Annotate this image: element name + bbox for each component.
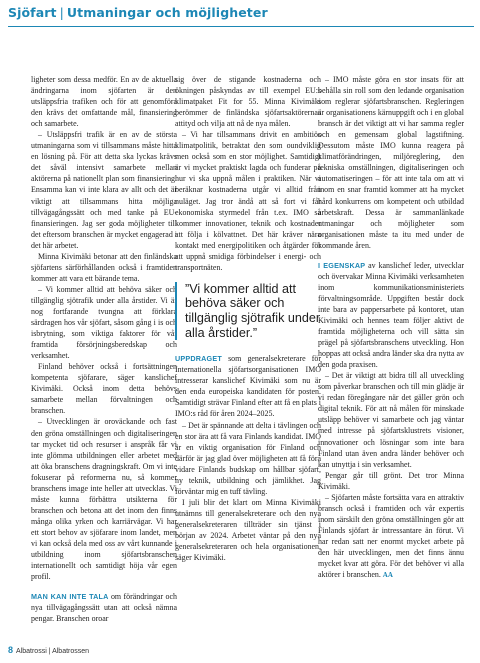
page-title: Utmaningar och möjligheter: [66, 5, 268, 20]
paragraph: – Det är viktigt att bidra till all utveckling som påverkar branschen och till min glädje är vi redan föregångare när det gäller grön och digital teknik. För att nå målen för minskade utsläpp behöver vi samarbete och jag väntar med intresse på sjöfartsklustrets visioner, innovationer och lösningar som inte bara Finland utan även andra länder behöver och kan utnyttja i sin verksamhet.: [318, 371, 464, 469]
publication-name: Albatrossi: [16, 648, 47, 655]
page-footer: 8 Albatrossi | Albatrossen: [8, 645, 90, 655]
page-number: 8: [8, 645, 14, 655]
paragraph: Finland behöver också i fortsättningen kompetenta sjöfarare, säger kanslichef Kivimäki. Också inom detta behövs samarbete mellan förvaltningen och branschen.: [31, 362, 177, 416]
paragraph: [318, 492, 464, 581]
section-paragraph: [175, 353, 321, 419]
paragraph-text: – Sjöfarten måste fortsätta vara en attraktiv bransch också i framtiden och vår expertis inom särskilt den gröna omställningen gör att Finlands sjöfart är intressantare än förut. Vi har redan satt ner enormt mycket arbete på den här utvecklingen, men det finns ännu mycket kvar att göra. För det behöver vi alla aktörer i branschen.: [318, 492, 464, 580]
section-paragraph: [31, 591, 177, 624]
publication-name-sv: Albatrossen: [52, 648, 90, 655]
lead-in-caps: UPPDRAGET: [175, 354, 222, 364]
paragraph-text: om förändringar och nya tillvägagångssätt utan att också nämna pengar. Branschen oroar: [31, 592, 177, 624]
paragraph: Minna Kivimäki betonar att den finländska sjöfartens särförhållanden också i framtiden kommer att vara ett bärande tema.: [31, 251, 177, 283]
paragraph-text: som generalsekreterare för Internationella sjöfartsorganisationen IMO intresserar kanslichef Kivimäki som nu är den enda europeiska kandidaten för posten. Samtidigt strävar Finland efter att få en plats i IMO:s råd för åren 2024–2025.: [175, 354, 321, 419]
paragraph: I juli blir det klart om Minna Kivimäki utnämns till generalsekreterare och den nya generalsekreteraren tillträder sin tjänst i början av 2024. Arbetet väntar på den nya generalsekreteraren och hela organisationen, säger Kivimäki.: [175, 497, 321, 563]
paragraph: Pengar går till grönt. Det tror Minna Kivimäki.: [318, 470, 464, 491]
section-paragraph: [318, 260, 464, 370]
paragraph: – Det är spännande att delta i tävlingen och en stor ära att få vara Finlands kandidat. IMO är en viktig organisation för Finland och därför är jag glad över möjligheten att få föra vidare Finlands budskap om hållbar sjöfart, ny teknik, utbildning och jämlikhet. Jag förväntar mig en tuff tävling.: [175, 420, 321, 496]
paragraph: – Vi kommer alltid att behöva säker och tillgänglig sjötrafik under alla årstider. Vi är nog fortfarande tvungna att förklara särdragen hos vår sjöfart, såsom gång i is och isbrytning, som viktiga faktorer för vår framtida försörjningsberedskap och verksamhet.: [31, 284, 177, 361]
paragraph: – Utsläppsfri trafik är en av de största utmaningarna som vi tillsammans måste hitta en lösning på. För att detta ska lyckas krävs det såväl intensivt samarbete mellan aktörerna på nationellt plan som finansiering. Ensamma kan vi inte klara av allt och det är viktigt att tillsammans hitta möjliga tillvägagångssätt och med tanke på EU-finansieringen. Jag ser goda möjligheter till det eftersom branschen är mycket engagerad i det här arbetet.: [31, 130, 177, 250]
paragraph: ligheter som dessa medför. En av de aktuella ändringarna inom sjöfarten är den utsläppsfria trafiken och för att genomföra den krävs det omfattande mål, finansiering och samarbete.: [31, 75, 177, 129]
paragraph-text: av kanslichef leder, utvecklar och övervakar Minna Kivimäki verksamheten inom kommunikationsministeriets förvaltningsområde. Uppgiften består dock inte bara av pappersarbete på kontoret, utan Kivimäki och hennes team följer aktivt de framtida möjligheterna och vill sätta sin prägel på sjöfartsbranschens utveckling. Hon hoppas att också andra länder ska dra nytta av den goda praxisen.: [318, 260, 465, 370]
header-separator: |: [59, 5, 64, 20]
paragraph: – Utvecklingen är oroväckande och fast den gröna omställningen och digitaliseringen tar mycket tid och resurser i anspråk får vi inte glömma utbildningen eller arbetet med att öka branschens dragningskraft. Om vi inte fokuserar på reformerna nu, så kommer branschens image inte heller att utvecklas. Vi måste kunna förbättra utsikterna för branschen och betona att det inom den finns många olika yrken och karriärvägar. Vi har ett stort behov av sjöfarare inom landet, men vi kan också dela med oss av vårt kunnande i utbildning inom sjöfartsbranschen internationellt och samtidigt höja vår egen profil.: [31, 417, 177, 582]
lead-in-caps: MAN KAN INTE TALA: [31, 592, 109, 602]
page-header: [8, 5, 474, 20]
lead-in-caps: I EGENSKAP: [318, 260, 366, 270]
header-rule: [8, 26, 474, 27]
pull-quote: ”Vi kommer alltid att behöva säker och tillgänglig sjötrafik under alla årstider.”: [175, 282, 321, 340]
section-label: Sjöfart: [8, 5, 57, 20]
text-column-3: [318, 74, 464, 581]
paragraph: sig över de stigande kostnaderna och ökningen påskyndas av till exempel EU:s klimatpaket Fit for 55. Minna Kivimäki berömmer de finländska sjöfartsaktörernas attityd och vilja att nå de nya målen.: [175, 75, 321, 129]
text-column-2: [175, 74, 321, 563]
end-mark: AA: [382, 571, 393, 580]
paragraph: – Vi har tillsammans drivit en ambitiös klimatpolitik, betraktat den som oundviklig men också som en stor möjlighet. Samtidigt är vi mycket praktiskt lagda och funderar på hur vi ska uppnå målen i praktiken. När vi beräknar kostnaderna utgår vi alltid från nuläget. Jag tror ändå att så fort vi får ekonomiska styrmedel från t.ex. IMO så kommer innovationer, teknik och kostnader att följa i kölvattnet. Det här kräver nära kontakt med energipolitiken och åtgärder för att uppnå smidiga förbindelser i energi- och transportnäten.: [175, 130, 321, 272]
paragraph: – IMO måste göra en stor insats för att behålla sin roll som den ledande organisation som reglerar sjöfartsbranschen. Regleringen är organisationens kärnuppgift och i en global bransch är det viktigt att vi har samma regler och en gemensam global lagstiftning. Dessutom måste IMO kunna reagera på klimatförändringen, miljöreglering, den tekniska omställningen, digitaliseringen och automatiseringen – för att inte tala om att vi inom en snar framtid kommer att ha mycket hård konkurrens om kompetent och utbildad arbetskraft. Dessa är sammanlänkade utmaningar och möjligheter som organisationen måste ta itu med under de kommande åren.: [318, 75, 464, 250]
text-column-1: [31, 74, 177, 624]
